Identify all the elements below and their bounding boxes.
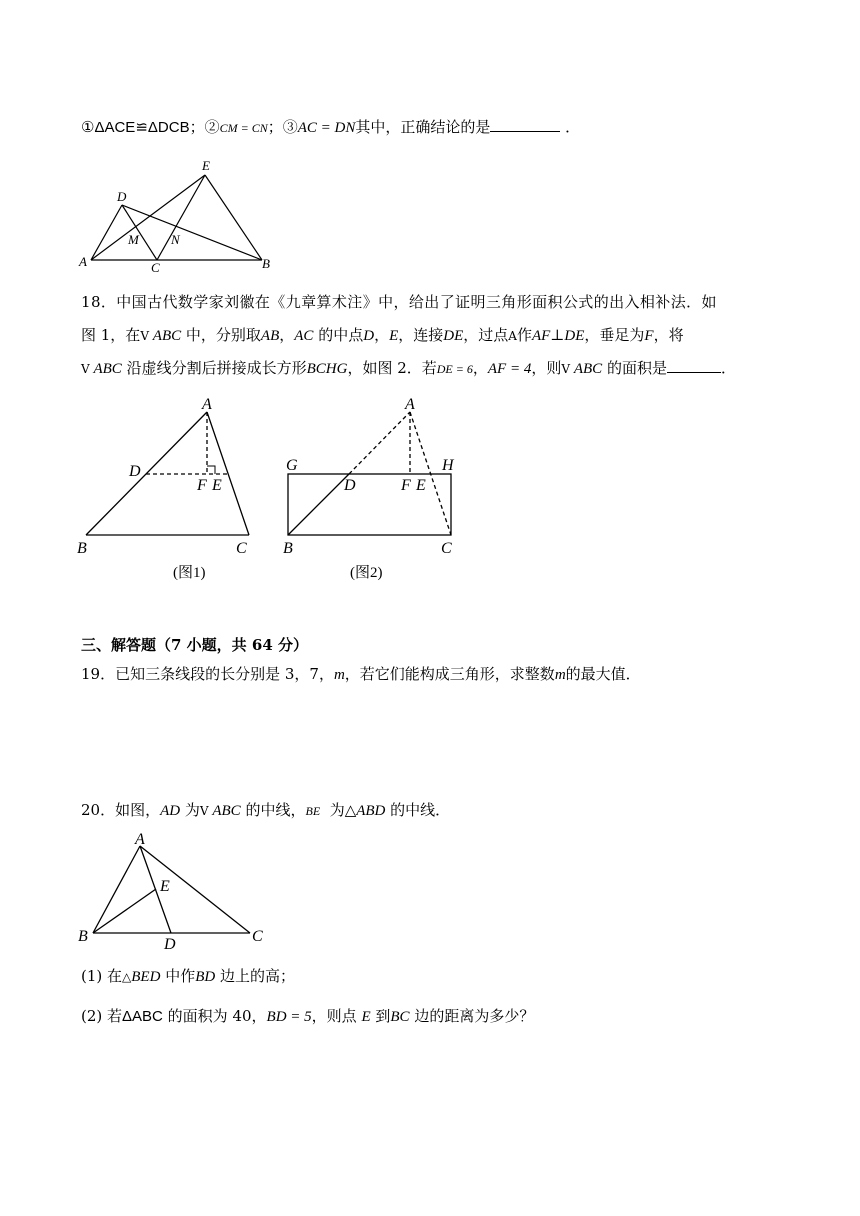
- q19-e: 的最大值．: [565, 665, 641, 683]
- fig2-label-C: C: [441, 540, 452, 557]
- q18-l2a: 图 1，在: [81, 326, 141, 344]
- q17-label-N: N: [171, 232, 180, 247]
- q18-l3e: ，如图 2．若: [347, 359, 437, 377]
- q20-h: 为△: [320, 801, 357, 819]
- q20-p2a: (2) 若: [81, 1007, 123, 1025]
- q18-de-value: DE = 6: [436, 362, 473, 376]
- statement-2: CM = CN: [219, 121, 268, 135]
- q20-label-E: E: [160, 878, 170, 895]
- fig2-label-G: G: [286, 457, 298, 474]
- q18-abc-2: ABC: [93, 361, 122, 377]
- q20-label-D: D: [164, 936, 176, 953]
- q18-abc: ABC: [152, 328, 182, 344]
- fig2-label-A: A: [405, 396, 415, 413]
- fig1-caption: (图1): [173, 565, 206, 581]
- q20-a: 20．如图，: [81, 801, 161, 819]
- q18-l3i: ，则: [531, 359, 562, 377]
- q18-ab: AB: [260, 328, 280, 344]
- q17-label-M: M: [128, 232, 139, 247]
- q18-l2p: 作: [516, 326, 532, 344]
- q18-af-value: AF = 4: [487, 361, 532, 377]
- q20-point-e: E: [361, 1009, 371, 1025]
- q20-label-B: B: [78, 928, 88, 945]
- fig1-label-B: B: [77, 540, 87, 557]
- q20-abd: ABD: [356, 803, 386, 819]
- q18-point-a: A: [508, 329, 517, 343]
- q20-p2c: 的面积为 40，: [162, 1007, 267, 1025]
- q20-p1d: 中作: [160, 967, 196, 985]
- fig2-label-D: D: [344, 477, 356, 494]
- q19-m2: m: [554, 667, 566, 683]
- fig1-label-D: D: [129, 463, 141, 480]
- q20-p1f: 边上的高；: [215, 967, 295, 985]
- q20-j: 的中线．: [385, 801, 451, 819]
- q20-label-C: C: [252, 928, 263, 945]
- q20-part-1: [81, 966, 295, 987]
- triangle-symbol-3: V: [561, 362, 574, 376]
- q18-l2d: 中，分别取: [181, 326, 261, 344]
- q20-bd: BD: [195, 969, 216, 985]
- q20-part-2: [81, 1006, 534, 1027]
- q17-label-D: D: [117, 189, 127, 204]
- q20-p2e: ，则点: [311, 1007, 362, 1025]
- q18-comma: ，: [279, 326, 295, 344]
- q17-label-C: C: [151, 260, 160, 275]
- q18-comma3: ，: [472, 359, 488, 377]
- q20-triangle: V: [199, 804, 213, 818]
- q20-ad: AD: [160, 803, 181, 819]
- q18-d: D: [363, 328, 375, 344]
- q18-e: E: [389, 328, 399, 344]
- section-3-heading: 三、解答题（7 小题，共 64 分）: [81, 636, 308, 654]
- q20-bed: BED: [131, 969, 161, 985]
- statement-3: AC = DN: [297, 120, 356, 136]
- q18-l2r: ，垂足为: [584, 326, 645, 344]
- fig1-label-F: F: [197, 477, 207, 494]
- q18-l2n: ，过点: [463, 326, 509, 344]
- q19-m: m: [333, 667, 345, 683]
- fig2-label-H: H: [442, 457, 454, 474]
- period: ．: [565, 118, 581, 136]
- q20-f: 的中线，: [240, 801, 306, 819]
- statement-2-prefix: ；②: [189, 118, 220, 136]
- q18-abc-3: ABC: [573, 361, 603, 377]
- q18-f: F: [644, 328, 654, 344]
- q17-label-B: B: [262, 256, 270, 271]
- q18-af-perp-de: AF⊥DE: [531, 328, 585, 344]
- circle-1: ①: [81, 118, 95, 136]
- fig2-label-F: F: [401, 477, 411, 494]
- q20-p1-triangle: △: [122, 970, 132, 984]
- q18-de: DE: [443, 328, 464, 344]
- q20-p2-abc: ΔABC: [122, 1008, 163, 1025]
- q20-p2i: 边的距离为多少？: [409, 1007, 535, 1025]
- fig1-label-C: C: [236, 540, 247, 557]
- q19-c: ，若它们能构成三角形，求整数: [344, 665, 555, 683]
- q20-c: 为: [180, 801, 200, 819]
- fig2-caption: (图2): [350, 565, 383, 581]
- triangle-symbol-2: V: [81, 362, 94, 376]
- q20-label-A: A: [135, 831, 145, 848]
- fig1-label-A: A: [202, 396, 212, 413]
- statement-1: ΔACE≌ΔDCB: [94, 119, 190, 136]
- q18-l2t: ，将: [653, 326, 684, 344]
- triangle-symbol: V: [140, 329, 153, 343]
- question-text: 其中，正确结论的是: [355, 118, 491, 136]
- q18-l2h: 的中点: [313, 326, 364, 344]
- q18-l3c: 沿虚线分割后拼接成长方形: [121, 359, 307, 377]
- statement-3-prefix: ；③: [267, 118, 298, 136]
- q18-ac: AC: [294, 328, 314, 344]
- q17-label-A: A: [79, 254, 87, 269]
- fig2-label-E: E: [416, 477, 426, 494]
- q17-label-E: E: [202, 158, 210, 173]
- q18-l2l: ，连接: [398, 326, 444, 344]
- fig2-label-B: B: [283, 540, 293, 557]
- q20-bd-value: BD = 5: [266, 1009, 312, 1025]
- q19-a: 19．已知三条线段的长分别是 3，7，: [81, 665, 334, 683]
- q20-p1a: (1) 在: [81, 967, 123, 985]
- q18-l3l: 的面积是: [602, 359, 667, 377]
- q18-bchg: BCHG: [306, 361, 348, 377]
- q20-abc: ABC: [212, 803, 241, 819]
- q18-line-1: 18．中国古代数学家刘徽在《九章算术注》中，给出了证明三角形面积公式的出入相补法．如: [81, 293, 717, 311]
- q20-bc: BC: [390, 1009, 410, 1025]
- q18-period: ．: [720, 359, 736, 377]
- q18-comma2: ，: [374, 326, 390, 344]
- q20-be: BE: [305, 804, 321, 818]
- fig1-label-E: E: [212, 477, 222, 494]
- q20-p2g: 到: [370, 1007, 391, 1025]
